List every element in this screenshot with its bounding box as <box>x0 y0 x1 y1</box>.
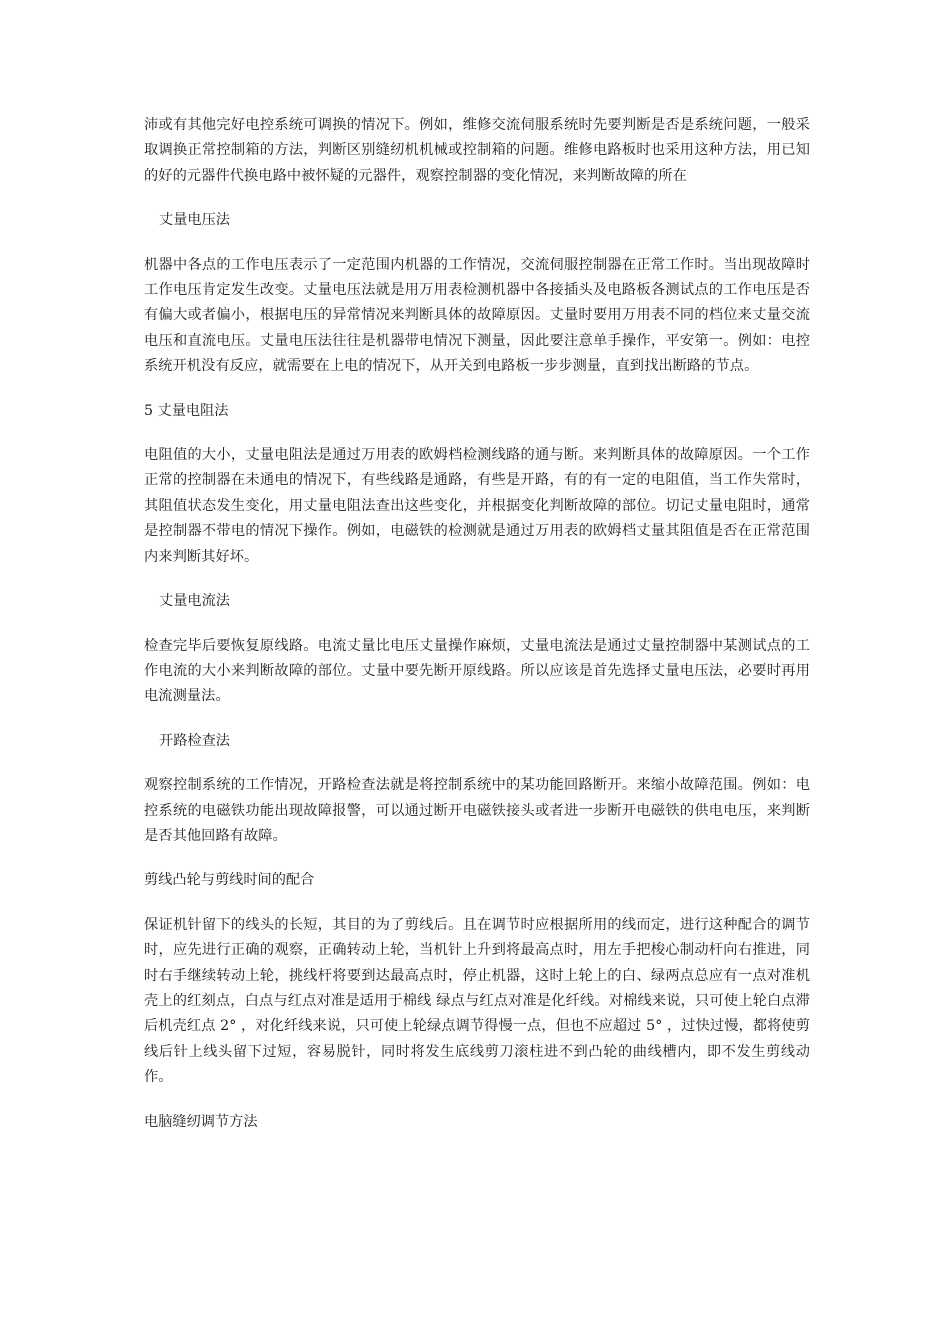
document-page <box>144 113 810 1135</box>
paragraph-resistance-method: 电阻值的大小，丈量电阻法是通过万用表的欧姆档检测线路的通与断。来判断具体的故障原因。一个工作正常的控制器在未通电的情况下，有些线路是通路，有些是开路，有的有一定的电阻值，当工作失常时，其阻值状态发生变化，用丈量电阻法查出这些变化，并根据变化判断故障的部位。切记丈量电阻时，通常是控制器不带电的情况下操作。例如，电磁铁的检测就是通过万用表的欧姆档丈量其阻值是否在正常范围内来判断其好坏。 <box>144 447 810 565</box>
paragraph-voltage-method: 机器中各点的工作电压表示了一定范围内机器的工作情况，交流伺服控制器在正常工作时。当出现故障时工作电压肯定发生改变。丈量电压法就是用万用表检测机器中各接插头及电路板各测试点的工作电压是否有偏大或者偏小，根据电压的异常情况来判断具体的故障原因。丈量时要用万用表不同的档位来丈量交流电压和直流电压。丈量电压法往往是机器带电情况下测量，因此要注意单手操作，平安第一。例如：电控系统开机没有反应，就需要在上电的情况下，从开关到电路板一步步测量，直到找出断路的节点。 <box>144 256 810 375</box>
paragraph-open-circuit-method: 观察控制系统的工作情况，开路检查法就是将控制系统中的某功能回路断开。来缩小故障范围。例如：电控系统的电磁铁功能出现故障报警，可以通过断开电磁铁接头或者进一步断开电磁铁的供电电压，来判断是否其他回路有故障。 <box>144 777 810 844</box>
paragraph-current-method: 检查完毕后要恢复原线路。电流丈量比电压丈量操作麻烦，丈量电流法是通过丈量控制器中某测试点的工作电流的大小来判断故障的部位。丈量中要先断开原线路。所以应该是首先选择丈量电压法，必要时再用电流测量法。 <box>144 637 810 705</box>
heading-current-method: 丈量电流法 <box>159 593 230 610</box>
paragraph-substitution: 沛或有其他完好电控系统可调换的情况下。例如，维修交流伺服系统时先要判断是否是系统问题，一般采取调换正常控制箱的方法，判断区别缝纫机机械或控制箱的问题。维修电路板时也采用这种方法，用已知的好的元器件代换电路中被怀疑的元器件，观察控制器的变化情况，来判断故障的所在 <box>144 117 810 184</box>
heading-resistance-method: 5 丈量电阻法 <box>144 402 229 419</box>
heading-voltage-method: 丈量电压法 <box>159 212 230 229</box>
heading-computer-sewing: 电脑缝纫调节方法 <box>144 1113 258 1130</box>
heading-cam-timing: 剪线凸轮与剪线时间的配合 <box>144 872 315 889</box>
heading-open-circuit-method: 开路检查法 <box>159 732 230 749</box>
paragraph-cam-timing: 保证机针留下的线头的长短，其目的为了剪线后。且在调节时应根据所用的线而定，进行这种配合的调节时，应先进行正确的观察，正确转动上轮，当机针上升到将最高点时，用左手把梭心制动杆向右推进，同时右手继续转动上轮，挑线杆将要到达最高点时，停止机器，这时上轮上的白、绿两点总应有一点对准机壳上的红刻点，白点与红点对准是适用于棉线 绿点与红点对准是化纤线。对棉线来说，只可使上轮白点滞后机壳红点 2° ，对化纤线来说，只可使上轮绿点调节得慢一点，但也不应超过 5° ，过快过慢，都将使剪线后针上线头留下过短，容易脱针，同时将发生底线剪刀滚柱进不到凸轮的曲线槽内，即不发生剪线动作。 <box>144 916 810 1086</box>
